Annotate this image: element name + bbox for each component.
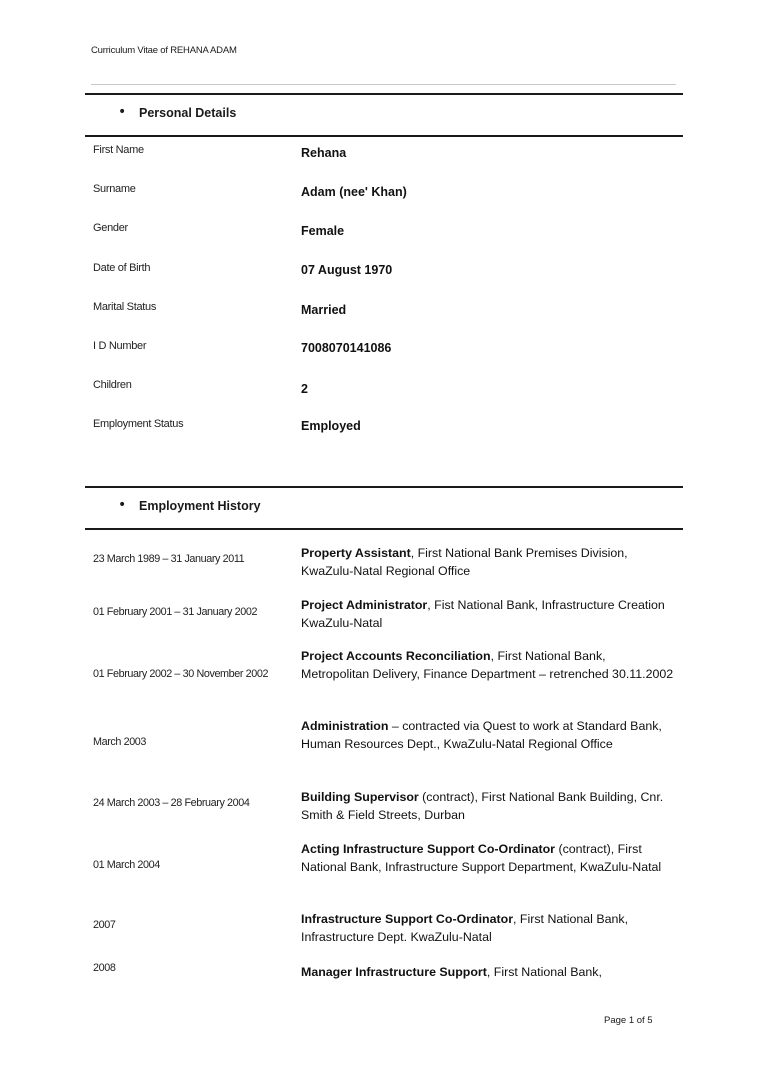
employment-date: 2008 bbox=[93, 962, 116, 974]
field-label: Surname bbox=[93, 183, 136, 195]
employment-role: Administration bbox=[301, 719, 389, 733]
employment-role: Building Supervisor bbox=[301, 790, 419, 804]
header-divider bbox=[91, 84, 676, 85]
field-label: Marital Status bbox=[93, 301, 157, 313]
employment-date: March 2003 bbox=[93, 736, 147, 748]
running-header: Curriculum Vitae of REHANA ADAM bbox=[91, 45, 237, 56]
bullet-icon: • bbox=[118, 497, 127, 513]
field-value: Adam (nee' Khan) bbox=[301, 185, 407, 199]
employment-role: Manager Infrastructure Support bbox=[301, 965, 487, 979]
employment-description bbox=[301, 647, 677, 683]
field-value: 07 August 1970 bbox=[301, 263, 393, 277]
field-label: Date of Birth bbox=[93, 262, 151, 274]
employment-detail: , First National Bank, Infrastructure Dept. KwaZulu-Natal bbox=[301, 912, 629, 944]
employment-detail: , First National Bank Premises Division, KwaZulu-Natal Regional Office bbox=[301, 546, 628, 578]
personal-details-section-header bbox=[85, 93, 683, 137]
field-value: Rehana bbox=[301, 146, 347, 160]
field-label: Children bbox=[93, 379, 132, 391]
employment-detail: – contracted via Quest to work at Standard Bank, Human Resources Dept., KwaZulu-Natal Regional Office bbox=[301, 719, 662, 751]
employment-date: 23 March 1989 – 31 January 2011 bbox=[93, 553, 245, 565]
field-value: Employed bbox=[301, 419, 361, 433]
field-label: Gender bbox=[93, 222, 128, 234]
employment-role: Property Assistant bbox=[301, 546, 411, 560]
employment-detail: (contract), First National Bank, Infrastructure Support Department, KwaZulu-Natal bbox=[301, 842, 662, 874]
employment-date: 01 February 2001 – 31 January 2002 bbox=[93, 606, 258, 618]
field-value: Married bbox=[301, 303, 347, 317]
employment-detail: , First National Bank, Metropolitan Delivery, Finance Department – retrenched 30.11.2002 bbox=[301, 649, 674, 681]
employment-date: 01 February 2002 – 30 November 2002 bbox=[93, 668, 269, 680]
employment-detail: (contract), First National Bank Building, Cnr. Smith & Field Streets, Durban bbox=[301, 790, 664, 822]
employment-description bbox=[301, 544, 677, 580]
employment-description bbox=[301, 717, 677, 753]
employment-detail: , Fist National Bank, Infrastructure Creation KwaZulu-Natal bbox=[301, 598, 665, 630]
field-value: 2 bbox=[301, 382, 308, 396]
employment-role: Project Accounts Reconciliation bbox=[301, 649, 491, 663]
field-label: I D Number bbox=[93, 340, 147, 352]
employment-role: Acting Infrastructure Support Co-Ordinator bbox=[301, 842, 556, 856]
field-value: Female bbox=[301, 224, 345, 238]
page-number: Page 1 of 5 bbox=[604, 1015, 653, 1026]
section-title: Personal Details bbox=[139, 106, 237, 120]
employment-date: 2007 bbox=[93, 919, 116, 931]
employment-role: Infrastructure Support Co-Ordinator bbox=[301, 912, 514, 926]
section-title: Employment History bbox=[139, 499, 261, 513]
field-value: 7008070141086 bbox=[301, 341, 392, 355]
employment-description bbox=[301, 788, 677, 824]
employment-date: 01 March 2004 bbox=[93, 859, 160, 871]
employment-description bbox=[301, 596, 677, 632]
employment-history-section-header bbox=[85, 486, 683, 530]
field-label: Employment Status bbox=[93, 418, 184, 430]
bullet-icon: • bbox=[118, 104, 127, 120]
employment-description bbox=[301, 840, 677, 876]
employment-role: Project Administrator bbox=[301, 598, 428, 612]
employment-description bbox=[301, 963, 677, 981]
employment-description bbox=[301, 910, 677, 946]
employment-date: 24 March 2003 – 28 February 2004 bbox=[93, 797, 250, 809]
employment-detail: , First National Bank, bbox=[486, 965, 602, 979]
field-label: First Name bbox=[93, 144, 144, 156]
